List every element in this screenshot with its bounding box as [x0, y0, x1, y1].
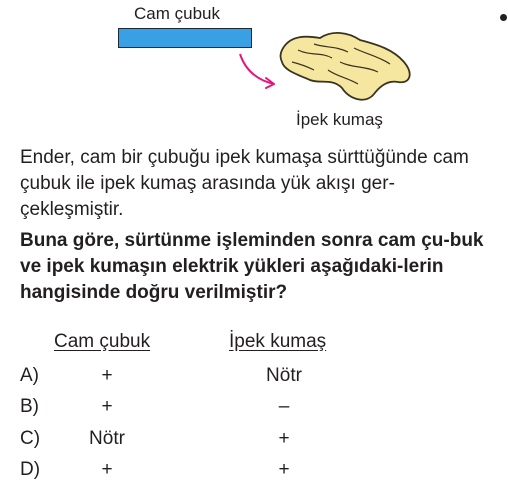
option-d-rod: + [101, 459, 113, 480]
option-c-cloth: + [278, 428, 290, 449]
option-b-label[interactable]: B) [20, 396, 39, 417]
header-rod: Cam çubuk [54, 331, 151, 352]
option-c-label[interactable]: C) [20, 428, 41, 449]
option-a-rod: + [101, 365, 113, 386]
option-a-cloth: Nötr [266, 365, 302, 386]
silk-cloth-icon [270, 22, 420, 112]
option-b-rod: + [101, 396, 113, 417]
option-d-cloth: + [278, 459, 290, 480]
margin-dot [500, 14, 507, 21]
glass-rod [118, 28, 252, 48]
option-a-label[interactable]: A) [20, 365, 39, 386]
cloth-label: İpek kumaş [296, 110, 383, 129]
question-paragraph: Ender, cam bir çubuğu ipek kumaşa sürttüğünde cam çubuk ile ipek kumaş arasında yük akışı ger-çekleşmiştir. [20, 147, 469, 220]
option-d-label[interactable]: D) [20, 459, 41, 480]
header-cloth: İpek kumaş [229, 331, 327, 352]
question-prompt: Buna göre, sürtünme işleminden sonra cam çu-buk ve ipek kumaşın elektrik yükleri aşağıdaki-lerin hangisinde doğru verilmiştir? [20, 230, 484, 303]
option-c-rod: Nötr [89, 428, 125, 449]
rod-label: Cam çubuk [134, 4, 220, 23]
option-b-cloth: – [278, 396, 290, 417]
